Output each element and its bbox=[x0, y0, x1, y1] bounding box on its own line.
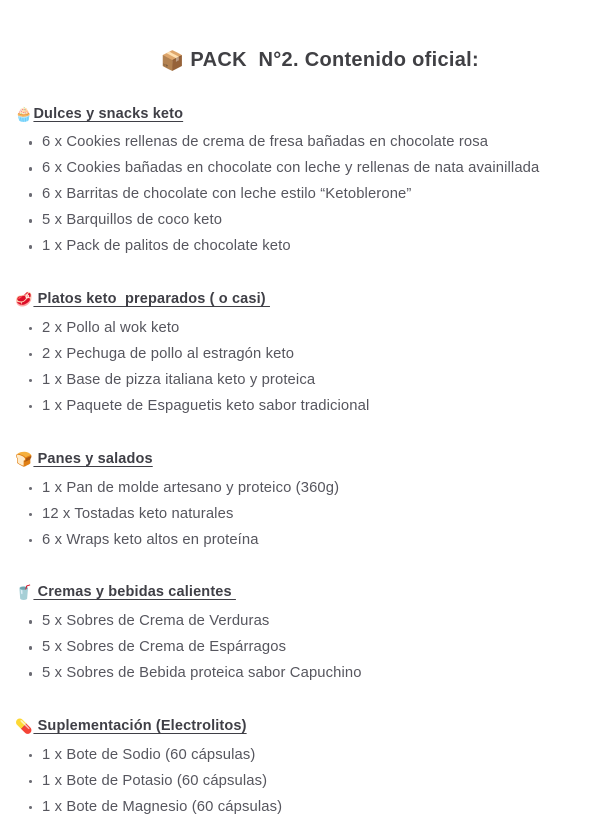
list-item: 1 x Pack de palitos de chocolate keto bbox=[15, 235, 601, 259]
content-section bbox=[15, 289, 601, 419]
list-item bbox=[15, 157, 601, 181]
section-header-label: Suplementación (Electrolitos) bbox=[33, 718, 247, 735]
section-item-list bbox=[15, 610, 601, 686]
list-item: 5 x Sobres de Crema de Verduras bbox=[15, 610, 601, 634]
section-item-list bbox=[15, 477, 601, 553]
list-item: 1 x Base de pizza italiana keto y proteica bbox=[15, 369, 601, 393]
page-title bbox=[0, 0, 616, 104]
section-header bbox=[15, 449, 601, 471]
list-item: 1 x Bote de Potasio (60 cápsulas) bbox=[15, 770, 601, 794]
list-item: 1 x Pan de molde artesano y proteico (360g) bbox=[15, 477, 601, 501]
list-item: 1 x Bote de Magnesio (60 cápsulas) bbox=[15, 796, 601, 820]
list-item: 12 x Tostadas keto naturales bbox=[15, 503, 601, 527]
content-section bbox=[15, 582, 601, 686]
cup-with-straw-emoji: 🥤 bbox=[15, 584, 33, 601]
cut-of-meat-emoji: 🥩 bbox=[15, 291, 33, 308]
list-item: 2 x Pechuga de pollo al estragón keto bbox=[15, 343, 601, 367]
list-item-text: 6 x Cookies bañadas en chocolate con leche y rellenas de nata avainillada bbox=[42, 160, 540, 177]
content-section bbox=[15, 104, 601, 260]
section-header-label: Platos keto preparados ( o casi) bbox=[33, 291, 270, 308]
package-emoji: 📦 bbox=[160, 51, 185, 72]
section-header-label: Panes y salados bbox=[33, 450, 153, 467]
section-header-label: Dulces y snacks keto bbox=[33, 105, 184, 122]
list-item bbox=[15, 131, 601, 155]
content-section bbox=[15, 449, 601, 553]
content-section bbox=[15, 716, 601, 820]
list-item: 2 x Pollo al wok keto bbox=[15, 317, 601, 341]
list-item: 5 x Barquillos de coco keto bbox=[15, 209, 601, 233]
list-item-text: 6 x Cookies rellenas de crema de fresa bañadas en chocolate rosa bbox=[42, 134, 489, 151]
bread-emoji: 🍞 bbox=[15, 450, 33, 467]
list-item: 5 x Sobres de Bebida proteica sabor Capuchino bbox=[15, 662, 601, 686]
cupcake-emoji: 🧁 bbox=[15, 105, 33, 122]
section-header bbox=[15, 289, 601, 311]
list-item: 6 x Wraps keto altos en proteína bbox=[15, 529, 601, 553]
section-item-list bbox=[15, 317, 601, 419]
list-item: 1 x Paquete de Espaguetis keto sabor tradicional bbox=[15, 395, 601, 419]
sections-container bbox=[0, 104, 616, 820]
section-header-label: Cremas y bebidas calientes bbox=[33, 584, 236, 601]
list-item: 6 x Barritas de chocolate con leche estilo “Ketoblerone” bbox=[15, 183, 601, 207]
section-header bbox=[15, 716, 601, 738]
pill-emoji: 💊 bbox=[15, 718, 33, 735]
page-title-text: PACK N°2. Contenido oficial: bbox=[190, 49, 479, 71]
section-item-list bbox=[15, 131, 601, 259]
section-header bbox=[15, 104, 601, 126]
section-header bbox=[15, 582, 601, 604]
list-item: 1 x Bote de Sodio (60 cápsulas) bbox=[15, 744, 601, 768]
section-item-list bbox=[15, 744, 601, 820]
list-item: 5 x Sobres de Crema de Espárragos bbox=[15, 636, 601, 660]
